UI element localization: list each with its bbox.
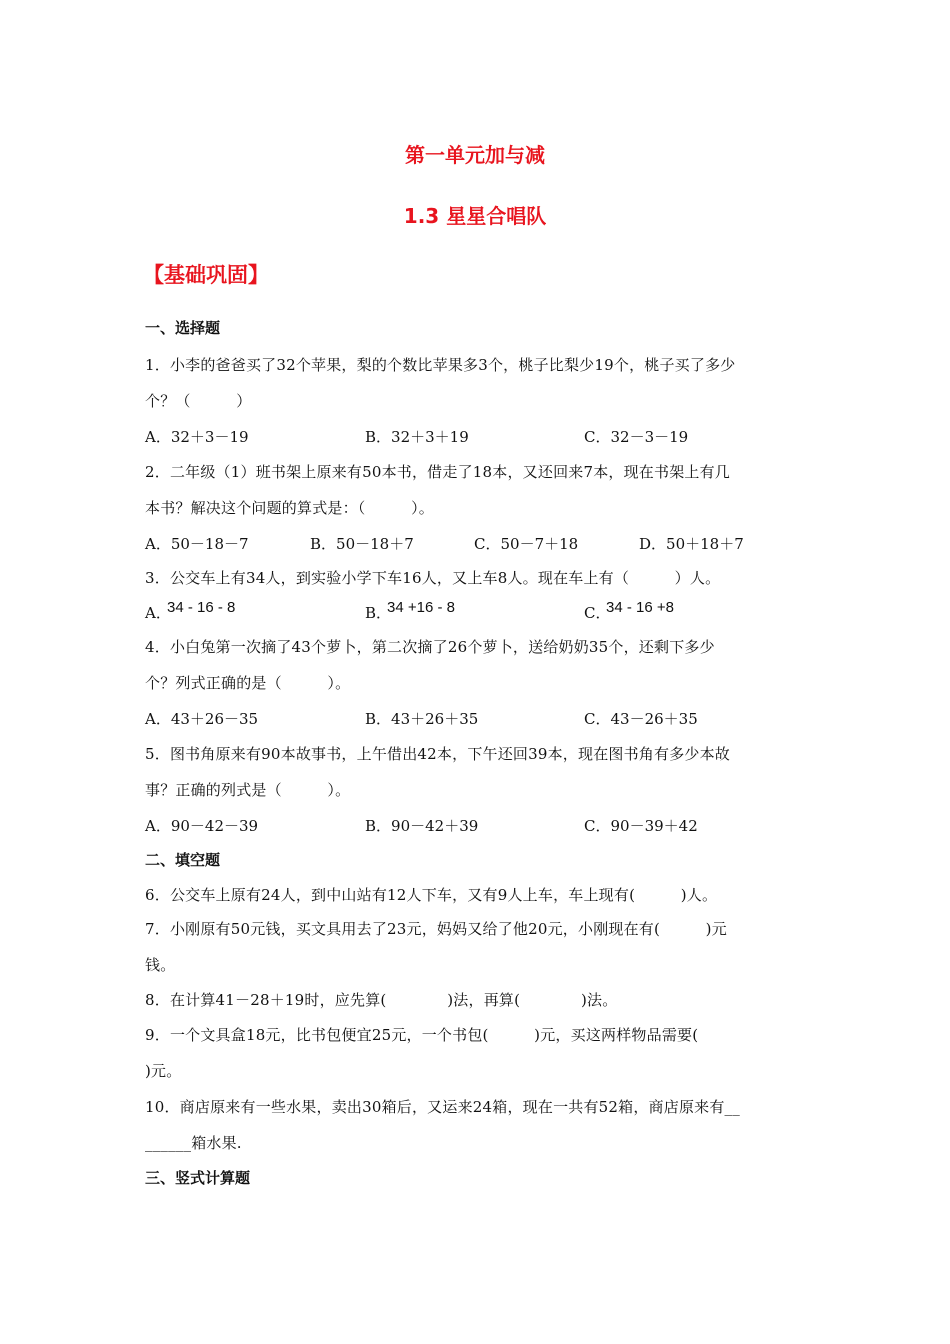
question-7-line-2: 钱。 <box>145 956 176 974</box>
question-3-option-a <box>145 599 236 623</box>
question-5-option-c: C．90－39＋42 <box>584 817 698 835</box>
unit-title: 第一单元加与减 <box>405 143 545 167</box>
section-heading-fill: 二、填空题 <box>145 851 221 869</box>
question-1-line-1: 1．小李的爸爸买了32个苹果，梨的个数比苹果多3个，桃子比梨少19个，桃子买了多少 <box>145 356 736 374</box>
section-tag: 【基础巩固】 <box>143 263 269 287</box>
question-3-option-a-formula: 34 - 16 - 8 <box>167 599 236 616</box>
question-2-option-c: C．50－7＋18 <box>474 535 579 553</box>
question-3-option-c-formula: 34 - 16 +8 <box>606 599 674 616</box>
question-2-line-1: 2．二年级（1）班书架上原来有50本书，借走了18本，又还回来7本，现在书架上有几 <box>145 463 731 481</box>
question-6-line-1: 6．公交车上原有24人，到中山站有12人下车，又有9人上车，车上现有( )人。 <box>145 886 718 904</box>
question-5-option-b: B．90－42＋39 <box>365 817 479 835</box>
question-9-line-2: )元。 <box>145 1062 182 1080</box>
question-5-line-2: 事？正确的列式是（ ）。 <box>145 781 351 799</box>
question-10-line-2: ______箱水果. <box>145 1134 242 1152</box>
question-4-option-a: A．43＋26－35 <box>145 710 259 728</box>
question-10-line-1: 10．商店原来有一些水果，卖出30箱后，又运来24箱，现在一共有52箱，商店原来有__ <box>145 1098 740 1116</box>
lesson-title: 1.3 星星合唱队 <box>403 204 547 228</box>
question-1-line-2: 个？（ ） <box>145 392 252 410</box>
question-4-line-1: 4．小白兔第一次摘了43个萝卜，第二次摘了26个萝卜，送给奶奶35个，还剩下多少 <box>145 638 715 656</box>
question-1-option-b: B．32＋3＋19 <box>365 428 469 446</box>
question-2-line-2: 本书？解决这个问题的算式是：（ ）。 <box>145 499 435 517</box>
question-5-option-a: A．90－42－39 <box>145 817 259 835</box>
question-2-option-a: A．50－18－7 <box>145 535 249 553</box>
question-5-line-1: 5．图书角原来有90本故事书，上午借出42本，下午还回39本，现在图书角有多少本故 <box>145 745 731 763</box>
question-3-option-c <box>584 599 674 623</box>
question-8-line-1: 8．在计算41－28＋19时，应先算( )法，再算( )法。 <box>145 991 618 1009</box>
question-2-option-b: B．50－18＋7 <box>310 535 414 553</box>
question-4-line-2: 个？列式正确的是（ ）。 <box>145 674 351 692</box>
question-3-option-b-letter: B． <box>365 604 392 622</box>
question-9-line-1: 9．一个文具盒18元，比书包便宜25元，一个书包( )元，买这两样物品需要( <box>145 1026 699 1044</box>
question-1-option-c: C．32－3－19 <box>584 428 689 446</box>
question-3-option-b <box>365 599 455 623</box>
question-4-option-b: B．43＋26＋35 <box>365 710 479 728</box>
question-3-option-b-formula: 34 +16 - 8 <box>387 599 455 616</box>
section-heading-vertical: 三、竖式计算题 <box>145 1169 251 1187</box>
question-3-line-1: 3．公交车上有34人，到实验小学下车16人，又上车8人。现在车上有（ ）人。 <box>145 569 721 587</box>
question-4-option-c: C．43－26＋35 <box>584 710 698 728</box>
question-7-line-1: 7．小刚原有50元钱，买文具用去了23元，妈妈又给了他20元，小刚现在有( )元 <box>145 920 727 938</box>
question-3-option-a-letter: A． <box>145 604 171 622</box>
section-heading-choice: 一、选择题 <box>145 319 221 337</box>
question-1-option-a: A．32＋3－19 <box>145 428 249 446</box>
question-2-option-d: D．50＋18＋7 <box>639 535 744 553</box>
question-3-option-c-letter: C． <box>584 604 611 622</box>
